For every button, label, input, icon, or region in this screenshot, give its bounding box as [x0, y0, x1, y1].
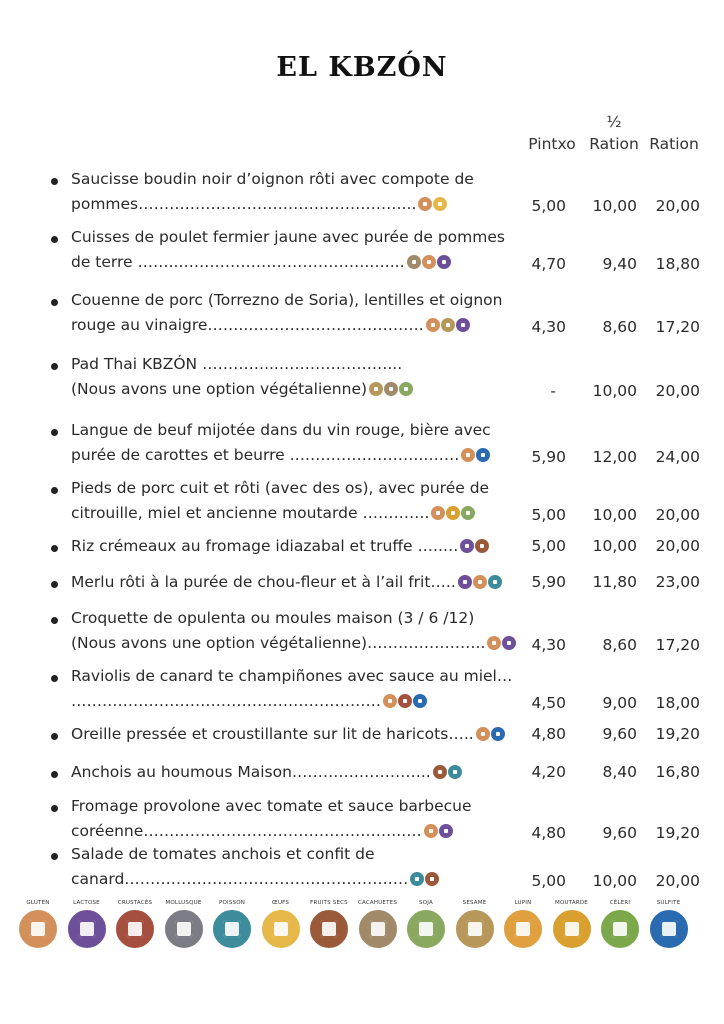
sesame-icon [456, 910, 494, 948]
menu-item-text [71, 380, 413, 398]
price-half: 10,00 [592, 382, 637, 400]
legend-label: SOJA [419, 900, 433, 906]
price-pintxo: 4,30 [531, 636, 566, 654]
bullet [51, 487, 58, 494]
poisson-icon [213, 910, 251, 948]
menu-item-line: citrouille, miel et ancienne moutarde …………. [71, 504, 430, 522]
menu-item-text [71, 667, 512, 685]
legend-item-poisson [208, 900, 256, 948]
menu-item-text [71, 195, 447, 213]
bullet [51, 853, 58, 860]
price-pintxo: 4,80 [531, 725, 566, 743]
price-ration: 17,20 [655, 318, 700, 336]
poisson-allergen-icon [410, 872, 424, 886]
menu-item-text [71, 170, 474, 188]
menu-item-text [71, 725, 505, 743]
allergen-icons [426, 318, 470, 332]
price-pintxo: 4,30 [531, 318, 566, 336]
gluten-icon [19, 910, 57, 948]
menu-item-line: Saucisse boudin noir d’oignon rôti avec compote de [71, 170, 474, 188]
gluten-allergen-icon [424, 824, 438, 838]
price-pintxo: 4,70 [531, 255, 566, 273]
menu-item-line: Merlu rôti à la purée de chou-fleur et à l’ail frit….. [71, 573, 456, 591]
legend-label: SULFITE [656, 900, 681, 906]
price-ration: 16,80 [655, 763, 700, 781]
cacahuetes-allergen-icon [384, 382, 398, 396]
col-header-half: ½ [606, 113, 622, 131]
lactose-allergen-icon [437, 255, 451, 269]
legend-label: POISSON [218, 900, 246, 906]
gluten-allergen-icon [426, 318, 440, 332]
price-pintxo: 5,00 [531, 506, 566, 524]
fruits-secs-allergen-icon [433, 765, 447, 779]
menu-item-line: Pad Thai KBZÓN …………...…………………... [71, 355, 403, 373]
legend-item-sesame [451, 900, 499, 948]
cacahuetes-icon [359, 910, 397, 948]
legend-item-mollusque [160, 900, 208, 948]
menu-item-line: (Nous avons une option végétalienne) [71, 380, 368, 398]
price-half: 10,00 [592, 506, 637, 524]
legend-label: SESAME [462, 900, 487, 906]
allergen-icons [431, 506, 475, 520]
menu-title: EL KBZÓN [276, 52, 448, 83]
bullet [51, 236, 58, 243]
menu-item-line: purée de carottes et beurre ….…………………..…… [71, 446, 460, 464]
allergen-icons [433, 765, 462, 779]
price-ration: 20,00 [655, 506, 700, 524]
menu-item-line: Fromage provolone avec tomate et sauce barbecue [71, 797, 472, 815]
price-ration: 24,00 [655, 448, 700, 466]
menu-item-text [71, 763, 462, 781]
menu-item-line: (Nous avons une option végétalienne)………………….. [71, 634, 486, 652]
bullet [51, 581, 58, 588]
allergen-icons [476, 727, 505, 741]
menu-item-line: Raviolis de canard te champiñones avec sauce au miel… [71, 667, 513, 685]
menu-item-text [71, 573, 502, 591]
gluten-allergen-icon [476, 727, 490, 741]
gluten-allergen-icon [383, 694, 397, 708]
legend-item-moutarde [548, 900, 596, 948]
price-pintxo: 4,20 [531, 763, 566, 781]
lactose-icon [68, 910, 106, 948]
oeufs-icon [262, 910, 300, 948]
legend-item-cacahuetes [354, 900, 402, 948]
celeri-icon [601, 910, 639, 948]
price-pintxo: 5,90 [531, 448, 566, 466]
price-half: 10,00 [592, 872, 637, 890]
gluten-allergen-icon [487, 636, 501, 650]
price-ration: 23,00 [655, 573, 700, 591]
menu-item-text [71, 291, 503, 309]
price-ration: 19,20 [655, 725, 700, 743]
menu-item-line: de terre ……..……………………………….….... [71, 253, 405, 271]
gluten-allergen-icon [422, 255, 436, 269]
price-pintxo: 4,50 [531, 694, 566, 712]
menu-item-text [71, 228, 505, 246]
legend-item-gluten [14, 900, 62, 948]
poisson-allergen-icon [448, 765, 462, 779]
legend-item-oeufs [257, 900, 305, 948]
crustaces-allergen-icon [398, 694, 412, 708]
col-header-pintxo: Pintxo [528, 135, 576, 153]
menu-item-line: Langue de beuf mijotée dans du vin rouge, bière avec [71, 421, 491, 439]
price-half: 10,00 [592, 537, 637, 555]
legend-label: FRUITS SECS [310, 900, 348, 906]
legend-label: MOUTARDE [555, 900, 588, 906]
menu-item-line: Cuisses de poulet fermier jaune avec purée de pommes [71, 228, 505, 246]
sesame-allergen-icon [441, 318, 455, 332]
lactose-allergen-icon [460, 539, 474, 553]
menu-item-line: Riz crémeaux au fromage idiazabal et truffe …..… [71, 537, 459, 555]
price-pintxo: 5,00 [531, 872, 566, 890]
soja-allergen-icon [399, 382, 413, 396]
allergen-icons [461, 448, 490, 462]
allergen-icons [418, 197, 447, 211]
legend-item-lupin [499, 900, 547, 948]
price-ration: 20,00 [655, 537, 700, 555]
legend-label: CRUSTACÉS [117, 900, 153, 906]
lactose-allergen-icon [456, 318, 470, 332]
menu-item-text [71, 355, 402, 373]
legend-label: LACTOSE [73, 900, 100, 906]
price-half: 11,80 [592, 573, 637, 591]
menu-item-text [71, 609, 474, 627]
menu-item-text [71, 822, 453, 840]
menu-item-text [71, 870, 439, 888]
price-half: 9,00 [602, 694, 637, 712]
price-half: 8,60 [602, 318, 637, 336]
bullet [51, 363, 58, 370]
price-pintxo: 5,90 [531, 573, 566, 591]
bullet [51, 805, 58, 812]
menu-item-line: Croquette de opulenta ou moules maison (3 / 6 /12) [71, 609, 475, 627]
bullet [51, 429, 58, 436]
bullet [51, 617, 58, 624]
allergen-icons [424, 824, 453, 838]
legend-item-soja [402, 900, 450, 948]
bullet [51, 733, 58, 740]
menu-item-line: …………………………………………………… [71, 692, 381, 710]
sesame-allergen-icon [369, 382, 383, 396]
price-pintxo: 5,00 [531, 197, 566, 215]
allergen-legend [0, 900, 724, 960]
mollusque-icon [165, 910, 203, 948]
fruits-secs-icon [310, 910, 348, 948]
price-half: 9,60 [602, 824, 637, 842]
price-half: 9,40 [602, 255, 637, 273]
allergen-icons [460, 539, 489, 553]
cacahuetes-allergen-icon [407, 255, 421, 269]
price-ration: 20,00 [655, 872, 700, 890]
legend-item-sulfite [645, 900, 693, 948]
sulfite-allergen-icon [413, 694, 427, 708]
price-ration: 18,00 [655, 694, 700, 712]
allergen-icons [410, 872, 439, 886]
oeufs-allergen-icon [433, 197, 447, 211]
price-half: 9,60 [602, 725, 637, 743]
menu-item-text [71, 692, 427, 710]
menu-item-line: Pieds de porc cuit et rôti (avec des os), avec purée de [71, 479, 490, 497]
legend-label: GLUTEN [26, 900, 50, 906]
menu-item-line: canard…………………………………………….… [71, 870, 409, 888]
bullet [51, 299, 58, 306]
soja-allergen-icon [461, 506, 475, 520]
menu-item-text [71, 537, 489, 555]
legend-label: CÉLERI [609, 900, 631, 906]
soja-icon [407, 910, 445, 948]
gluten-allergen-icon [431, 506, 445, 520]
menu-item-text [71, 253, 451, 271]
price-ration: 18,80 [655, 255, 700, 273]
menu-item-text [71, 634, 516, 652]
bullet [51, 771, 58, 778]
menu-item-text [71, 504, 475, 522]
allergen-icons [383, 694, 427, 708]
menu-item-line: Salade de tomates anchois et confit de [71, 845, 375, 863]
moutarde-allergen-icon [446, 506, 460, 520]
gluten-allergen-icon [461, 448, 475, 462]
legend-item-celeri [596, 900, 644, 948]
gluten-allergen-icon [473, 575, 487, 589]
fruits-secs-allergen-icon [475, 539, 489, 553]
allergen-icons [458, 575, 502, 589]
lactose-allergen-icon [458, 575, 472, 589]
menu-item-line: Anchois au houmous Maison………….………….. [71, 763, 431, 781]
menu-item-line: Couenne de porc (Torrezno de Soria), lentilles et oignon [71, 291, 503, 309]
price-ration: 19,20 [655, 824, 700, 842]
price-ration: 20,00 [655, 197, 700, 215]
crustaces-icon [116, 910, 154, 948]
legend-label: ŒUFS [271, 900, 290, 906]
menu-item-line: Oreille pressée et croustillante sur lit de haricots….. [71, 725, 474, 743]
price-ration: 17,20 [655, 636, 700, 654]
menu-item-text [71, 845, 375, 863]
col-header-half-ration: Ration [589, 135, 639, 153]
sulfite-allergen-icon [491, 727, 505, 741]
sulfite-allergen-icon [476, 448, 490, 462]
legend-item-fruits-secs [305, 900, 353, 948]
bullet [51, 178, 58, 185]
menu-item-text [71, 316, 470, 334]
menu-item-text [71, 479, 489, 497]
poisson-allergen-icon [488, 575, 502, 589]
menu-item-line: coréenne…………………………………………..…. [71, 822, 422, 840]
sulfite-icon [650, 910, 688, 948]
fruits-secs-allergen-icon [425, 872, 439, 886]
menu-item-text [71, 421, 491, 439]
price-pintxo: 4,80 [531, 824, 566, 842]
lupin-icon [504, 910, 542, 948]
legend-label: LUPIN [514, 900, 532, 906]
menu-item-text [71, 797, 472, 815]
price-pintxo: 5,00 [531, 537, 566, 555]
menu-item-text [71, 446, 490, 464]
menu-item-line: pommes……………………………………………... [71, 195, 417, 213]
price-half: 12,00 [592, 448, 637, 466]
lactose-allergen-icon [439, 824, 453, 838]
menu-item-line: rouge au vinaigre……..……………………………. [71, 316, 424, 334]
bullet [51, 545, 58, 552]
price-half: 8,60 [602, 636, 637, 654]
legend-item-crustaces [111, 900, 159, 948]
price-half: 10,00 [592, 197, 637, 215]
allergen-icons [407, 255, 451, 269]
price-half: 8,40 [602, 763, 637, 781]
gluten-allergen-icon [418, 197, 432, 211]
legend-item-lactose [63, 900, 111, 948]
bullet [51, 675, 58, 682]
legend-label: MOLLUSQUE [165, 900, 202, 906]
price-pintxo: - [550, 382, 556, 400]
col-header-ration: Ration [649, 135, 699, 153]
moutarde-icon [553, 910, 591, 948]
price-ration: 20,00 [655, 382, 700, 400]
allergen-icons [369, 382, 413, 396]
legend-label: CACAHUETES [357, 900, 398, 906]
